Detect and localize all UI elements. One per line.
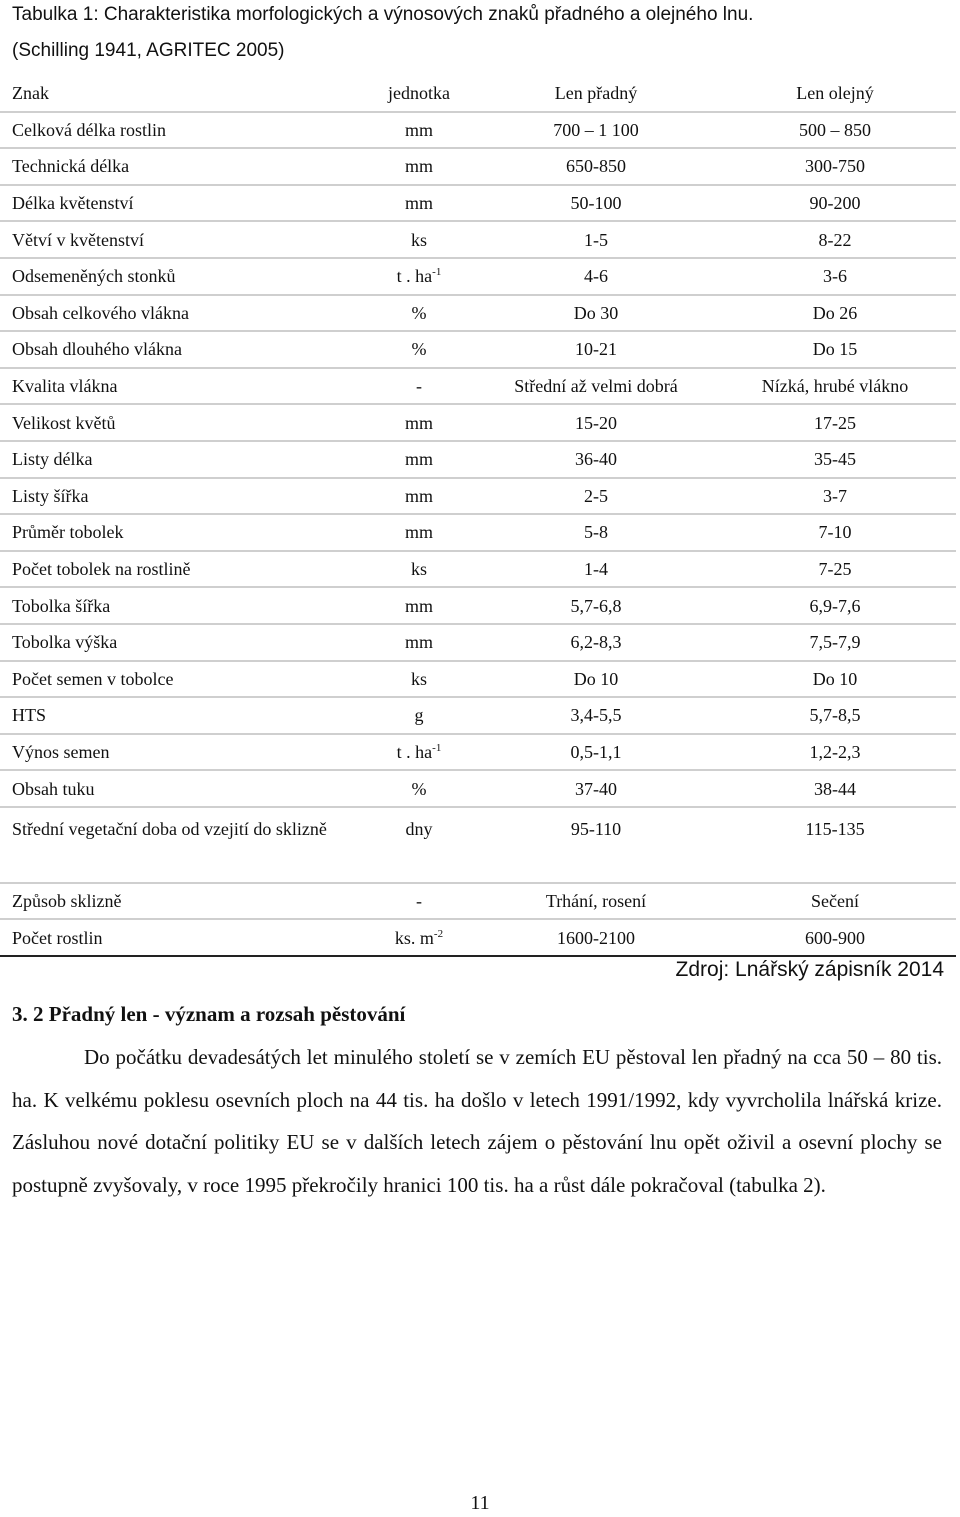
table-row	[0, 697, 956, 734]
table-header-row	[0, 76, 956, 112]
trait-cell: Odsemeněných stonků	[0, 258, 360, 295]
unit-text: ks	[410, 229, 427, 250]
fiber-flax-cell: Do 10	[478, 661, 714, 698]
trait-cell: Obsah celkového vlákna	[0, 295, 360, 332]
linseed-cell: 38-44	[714, 770, 956, 807]
trait-cell: Počet rostlin	[0, 919, 360, 956]
fiber-flax-cell: 1-5	[478, 221, 714, 258]
fiber-flax-cell: 2-5	[478, 478, 714, 515]
trait-cell: Počet tobolek na rostlině	[0, 551, 360, 588]
linseed-cell: 500 – 850	[714, 112, 956, 149]
unit-cell	[360, 770, 478, 807]
linseed-cell: 6,9-7,6	[714, 587, 956, 624]
linseed-cell: 7,5-7,9	[714, 624, 956, 661]
linseed-cell: Do 15	[714, 331, 956, 368]
unit-cell	[360, 697, 478, 734]
unit-cell	[360, 112, 478, 149]
header-fiber-flax: Len přadný	[478, 76, 714, 112]
linseed-cell: 3-6	[714, 258, 956, 295]
trait-cell: Technická délka	[0, 148, 360, 185]
paragraph-text: Do počátku devadesátých let minulého století se v zemích EU pěstoval len přadný na cca 50 – 80 tis. ha. K velkému poklesu osevních ploch na 44 tis. ha došlo v letech 1991/1992, kdy vyvrcholila lnářská krize. Zásluhou nové dotační politiky EU se v dalších letech zájem o pěstování lnu opět oživil a osevní plochy se postupně zvyšovaly, v roce 1995 překročily hranici 100 tis. ha a růst dále pokračoval (tabulka 2).	[12, 1045, 942, 1197]
table-row	[0, 112, 956, 149]
table-row	[0, 258, 956, 295]
table-row	[0, 734, 956, 771]
linseed-cell: Sečení	[714, 883, 956, 920]
unit-cell	[360, 478, 478, 515]
trait-cell: Délka květenství	[0, 185, 360, 222]
table-row	[0, 441, 956, 478]
table-row	[0, 587, 956, 624]
unit-cell	[360, 807, 478, 883]
fiber-flax-cell: 36-40	[478, 441, 714, 478]
table-caption: Tabulka 1: Charakteristika morfologických a výnosových znaků přadného a olejného lnu.	[12, 4, 754, 25]
table-row	[0, 295, 956, 332]
fiber-flax-cell: Do 30	[478, 295, 714, 332]
linseed-cell: 115-135	[714, 807, 956, 883]
fiber-flax-cell: 37-40	[478, 770, 714, 807]
unit-text: -	[416, 376, 422, 397]
section-paragraph	[12, 1036, 942, 1206]
header-trait: Znak	[0, 76, 360, 112]
linseed-cell: 300-750	[714, 148, 956, 185]
unit-cell	[360, 883, 478, 920]
fiber-flax-cell: Střední až velmi dobrá	[478, 368, 714, 405]
unit-text: mm	[404, 632, 433, 653]
linseed-cell: Nízká, hrubé vlákno	[714, 368, 956, 405]
header-unit: jednotka	[360, 76, 478, 112]
unit-text: %	[411, 778, 427, 799]
linseed-cell: 600-900	[714, 919, 956, 956]
unit-text: t . ha	[396, 741, 433, 762]
unit-text: mm	[404, 119, 433, 140]
table-caption-source: (Schilling 1941, AGRITEC 2005)	[12, 40, 285, 61]
unit-cell	[360, 221, 478, 258]
trait-cell: Průměr tobolek	[0, 514, 360, 551]
fiber-flax-cell: 700 – 1 100	[478, 112, 714, 149]
linseed-cell: 3-7	[714, 478, 956, 515]
fiber-flax-cell: 50-100	[478, 185, 714, 222]
linseed-cell: 1,2-2,3	[714, 734, 956, 771]
linseed-cell: 17-25	[714, 404, 956, 441]
fiber-flax-cell: 5,7-6,8	[478, 587, 714, 624]
fiber-flax-cell: 650-850	[478, 148, 714, 185]
fiber-flax-cell: 1-4	[478, 551, 714, 588]
trait-cell: Tobolka šířka	[0, 587, 360, 624]
trait-cell: Celková délka rostlin	[0, 112, 360, 149]
trait-cell: Způsob sklizně	[0, 883, 360, 920]
table-row	[0, 770, 956, 807]
table-row	[0, 368, 956, 405]
unit-cell	[360, 148, 478, 185]
table-row	[0, 807, 956, 883]
trait-cell: Výnos semen	[0, 734, 360, 771]
table-row	[0, 661, 956, 698]
fiber-flax-cell: 0,5-1,1	[478, 734, 714, 771]
unit-cell	[360, 624, 478, 661]
section-heading: 3. 2 Přadný len - význam a rozsah pěstování	[12, 1002, 406, 1026]
unit-cell	[360, 734, 478, 771]
unit-exponent: -2	[433, 927, 444, 940]
unit-cell	[360, 368, 478, 405]
fiber-flax-cell: 95-110	[478, 807, 714, 883]
fiber-flax-cell: Trhání, rosení	[478, 883, 714, 920]
unit-text: mm	[404, 449, 433, 470]
trait-cell: Listy šířka	[0, 478, 360, 515]
linseed-cell: 5,7-8,5	[714, 697, 956, 734]
trait-cell: Tobolka výška	[0, 624, 360, 661]
linseed-cell: Do 26	[714, 295, 956, 332]
unit-exponent: -1	[432, 741, 442, 754]
unit-text: g	[414, 705, 424, 726]
unit-cell	[360, 331, 478, 368]
unit-cell	[360, 919, 478, 956]
table-row	[0, 919, 956, 956]
unit-cell	[360, 404, 478, 441]
page-number: 11	[470, 1492, 490, 1514]
trait-cell: Kvalita vlákna	[0, 368, 360, 405]
trait-cell: Listy délka	[0, 441, 360, 478]
trait-cell: Střední vegetační doba od vzejití do sklizně	[0, 807, 360, 883]
table-row	[0, 331, 956, 368]
table-row	[0, 404, 956, 441]
unit-cell	[360, 514, 478, 551]
unit-text: mm	[404, 156, 433, 177]
table-row	[0, 624, 956, 661]
unit-cell	[360, 295, 478, 332]
trait-cell: Obsah tuku	[0, 770, 360, 807]
linseed-cell: Do 10	[714, 661, 956, 698]
linseed-cell: 7-25	[714, 551, 956, 588]
unit-text: mm	[404, 193, 433, 214]
unit-cell	[360, 551, 478, 588]
table-row	[0, 148, 956, 185]
unit-text: mm	[404, 595, 433, 616]
table-row	[0, 551, 956, 588]
table-row	[0, 883, 956, 920]
fiber-flax-cell: 6,2-8,3	[478, 624, 714, 661]
unit-cell	[360, 661, 478, 698]
unit-cell	[360, 185, 478, 222]
unit-exponent: -1	[432, 266, 442, 279]
fiber-flax-cell: 5-8	[478, 514, 714, 551]
fiber-flax-cell: 15-20	[478, 404, 714, 441]
table-row	[0, 221, 956, 258]
trait-cell: HTS	[0, 697, 360, 734]
fiber-flax-cell: 4-6	[478, 258, 714, 295]
unit-text: %	[411, 339, 427, 360]
linseed-cell: 90-200	[714, 185, 956, 222]
traits-table	[0, 76, 956, 957]
unit-text: mm	[404, 412, 433, 433]
unit-text: mm	[404, 485, 433, 506]
unit-text: -	[416, 891, 422, 912]
fiber-flax-cell: 3,4-5,5	[478, 697, 714, 734]
unit-cell	[360, 441, 478, 478]
unit-cell	[360, 258, 478, 295]
linseed-cell: 8-22	[714, 221, 956, 258]
unit-text: ks. m	[394, 927, 434, 948]
trait-cell: Velikost květů	[0, 404, 360, 441]
header-linseed: Len olejný	[714, 76, 956, 112]
trait-cell: Obsah dlouhého vlákna	[0, 331, 360, 368]
fiber-flax-cell: 10-21	[478, 331, 714, 368]
unit-text: t . ha	[396, 266, 433, 287]
trait-cell: Počet semen v tobolce	[0, 661, 360, 698]
unit-text: mm	[404, 522, 433, 543]
unit-text: %	[411, 302, 427, 323]
table-row	[0, 514, 956, 551]
linseed-cell: 35-45	[714, 441, 956, 478]
unit-cell	[360, 587, 478, 624]
table-row	[0, 185, 956, 222]
table-row	[0, 478, 956, 515]
fiber-flax-cell: 1600-2100	[478, 919, 714, 956]
unit-text: ks	[410, 559, 427, 580]
linseed-cell: 7-10	[714, 514, 956, 551]
unit-text: ks	[410, 668, 427, 689]
unit-text: dny	[405, 818, 433, 839]
table-source: Zdroj: Lnářský zápisník 2014	[675, 958, 944, 981]
trait-cell: Větví v květenství	[0, 221, 360, 258]
